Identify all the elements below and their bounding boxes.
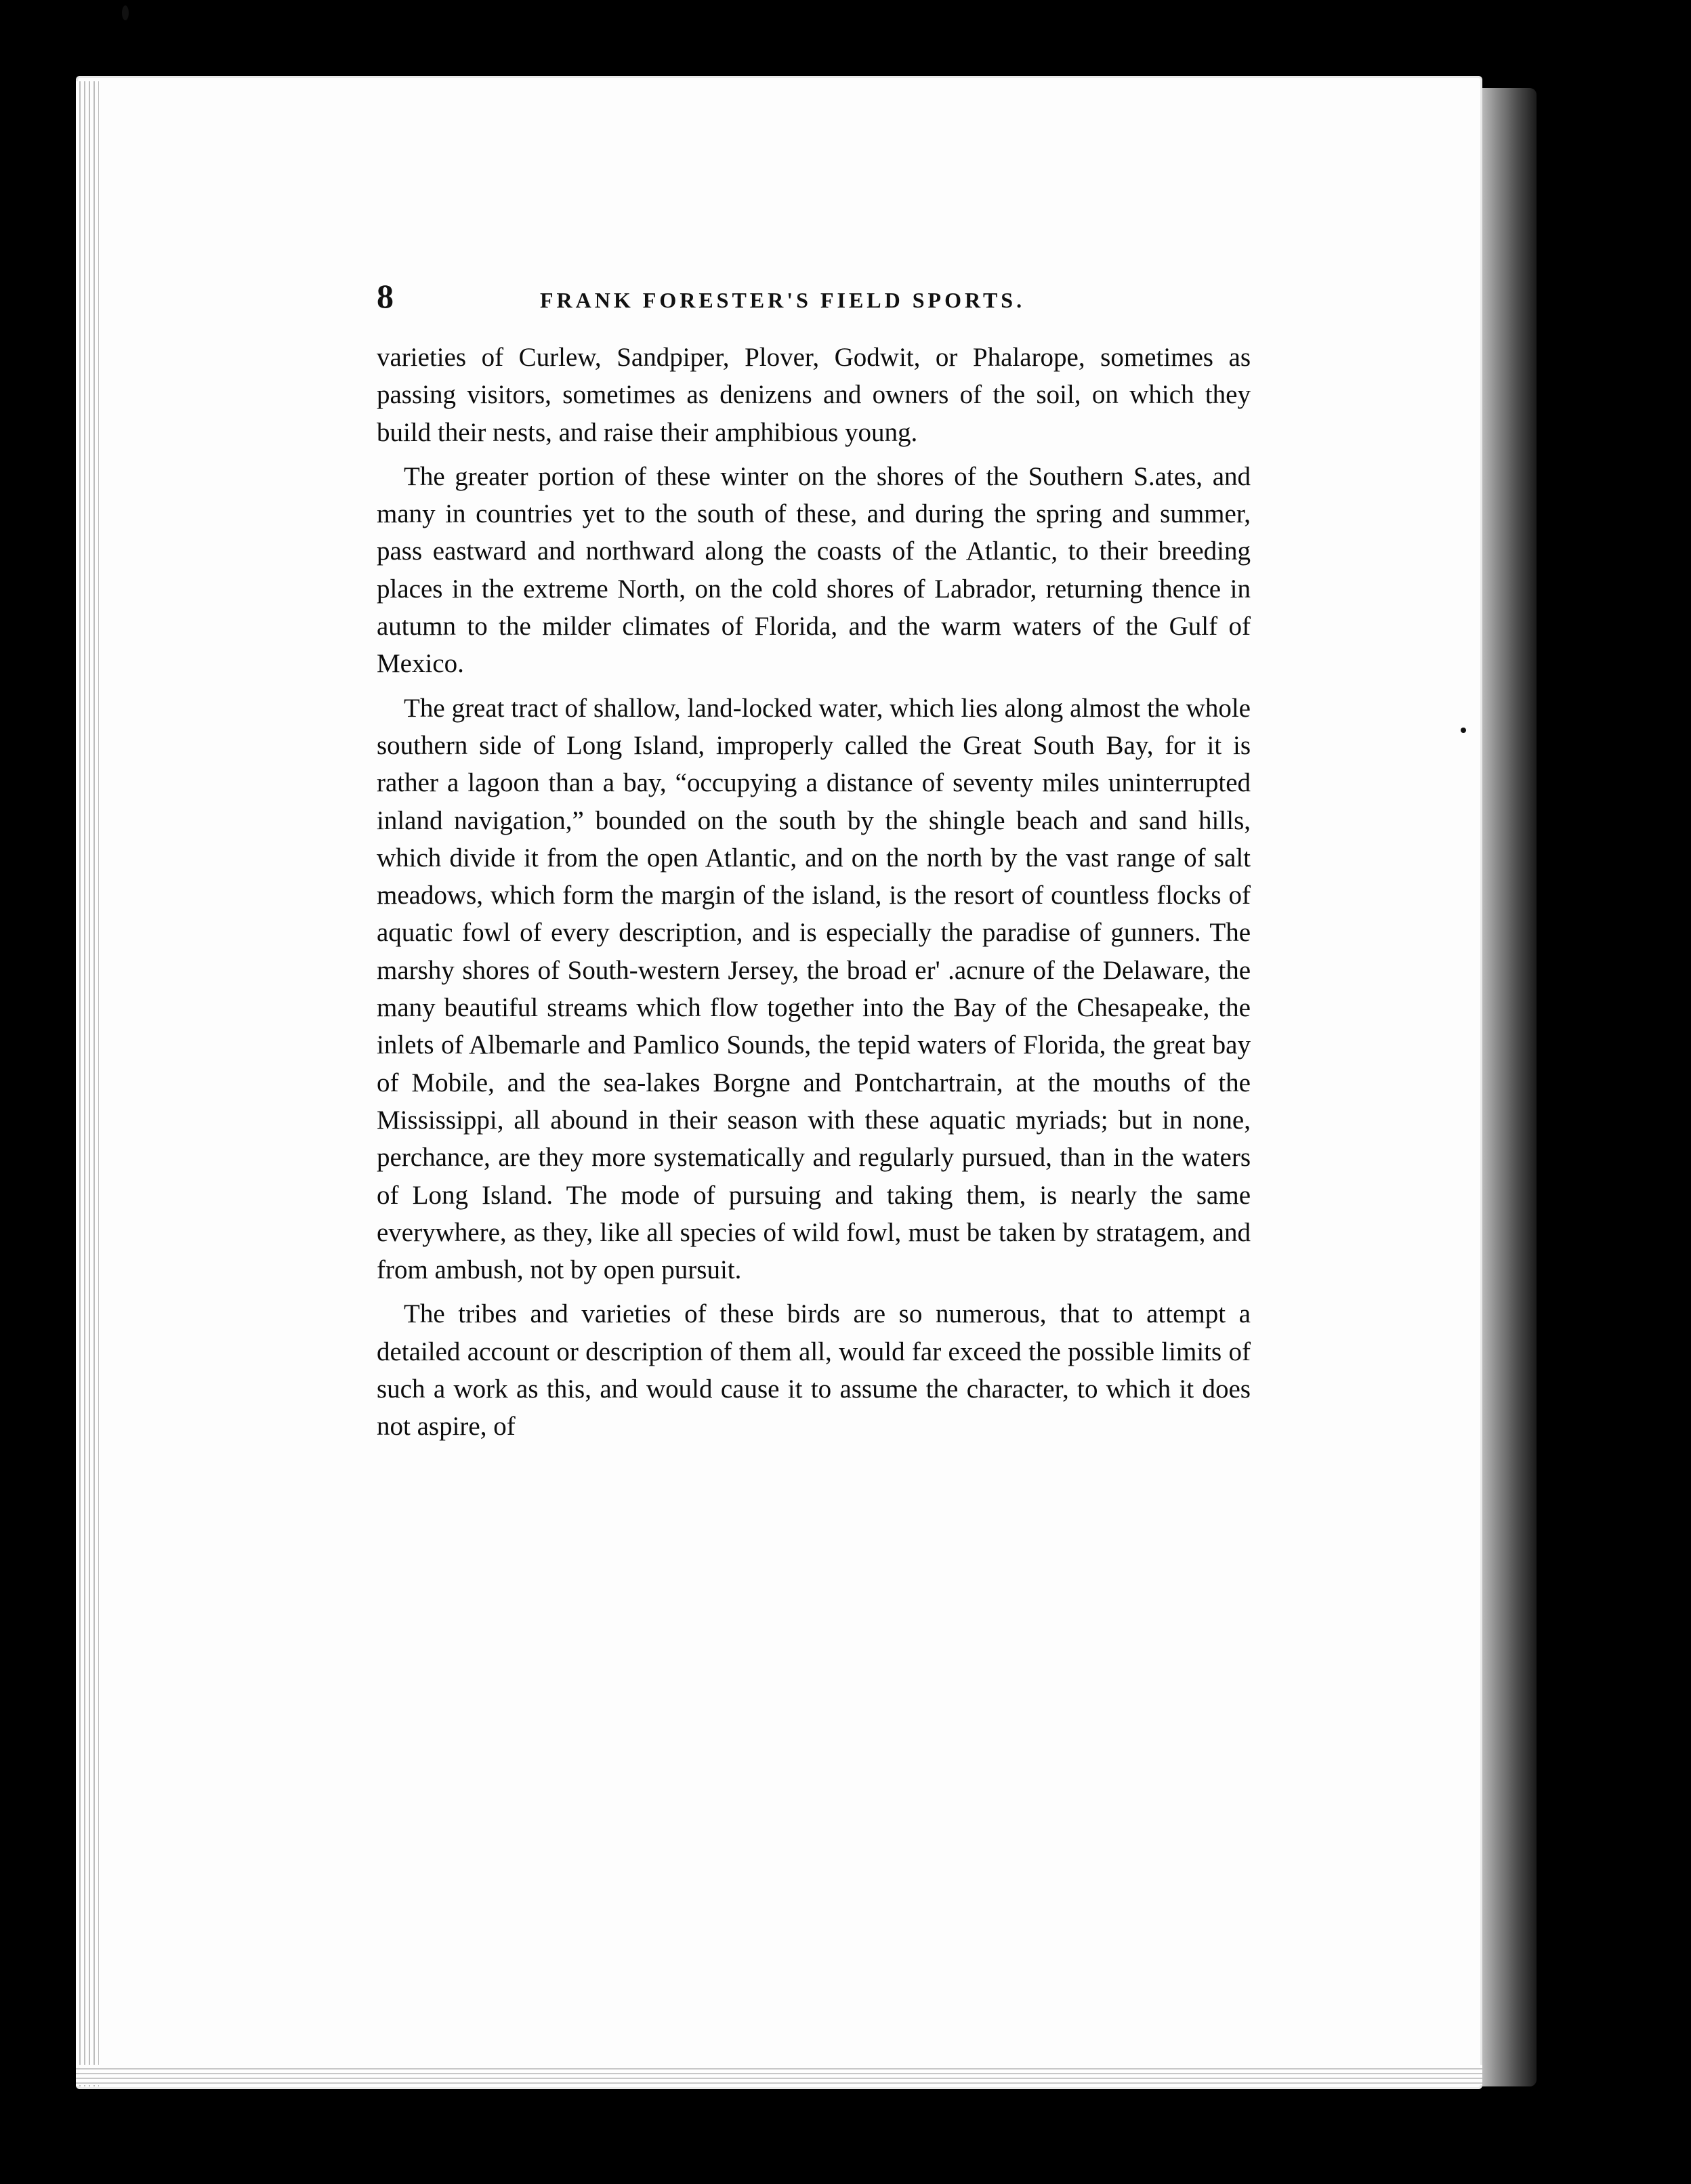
page-stack-edge-bottom <box>76 2065 1482 2085</box>
paragraph: The greater portion of these winter on the shores of the Southern S.ates, and many in countries yet to the south of these, and during the spring and summer, pass eastward and northward along the coasts of the Atlantic, to their breeding places in the extreme North, on the cold shores of Labrador, returning thence in autumn to the milder climates of Florida, and the warm waters of the Gulf of Mexico. <box>377 461 1251 679</box>
page-stack-edge-left <box>76 81 99 2086</box>
page-number: 8 <box>377 277 394 315</box>
body-text <box>377 339 1251 1446</box>
running-head: FRANK FORESTER'S FIELD SPORTS. <box>540 288 1026 312</box>
book-binding-edge <box>1476 88 1537 2086</box>
paragraph: varieties of Curlew, Sandpiper, Plover, Godwit, or Phalarope, sometimes as passing visitors, sometimes as denizens and owners of the soil, on which they build their nests, and raise their amphibious young. <box>377 343 1251 447</box>
paragraph: The tribes and varieties of these birds are so numerous, that to attempt a detailed account or description of them all, would far exceed the possible limits of such a work as this, and would cause it to assume the character, to which it does not aspire, of <box>377 1299 1251 1442</box>
film-speck <box>122 5 129 20</box>
film-speck <box>1461 728 1466 733</box>
page-header <box>377 276 1251 331</box>
paragraph: The great tract of shallow, land-locked water, which lies along almost the whole southern side of Long Island, improperly called the Great South Bay, for it is rather a lagoon than a bay, “occupying a distance of seventy miles uninterrupted inland navigation,” bounded on the south by the shingle beach and sand hills, which divide it from the open Atlantic, and on the north by the vast range of salt meadows, which form the margin of the island, is the resort of countless flocks of aquatic fowl of every description, and is especially the paradise of gunners. The marshy shores of South-western Jersey, the broad er' .acnure of the Delaware, the many beautiful streams which flow together into the Bay of the Chesapeake, the inlets of Albemarle and Pamlico Sounds, the tepid waters of Florida, the great bay of Mobile, and the sea-lakes Borgne and Pontchartrain, at the mouths of the Mississippi, all abound in their season with these aquatic myriads; but in none, perchance, are they more systematically and regularly pursued, than in the waters of Long Island. The mode of pursuing and taking them, is nearly the same everywhere, as they, like all species of wild fowl, must be taken by stratagem, and from ambush, not by open pursuit. <box>377 693 1251 1285</box>
